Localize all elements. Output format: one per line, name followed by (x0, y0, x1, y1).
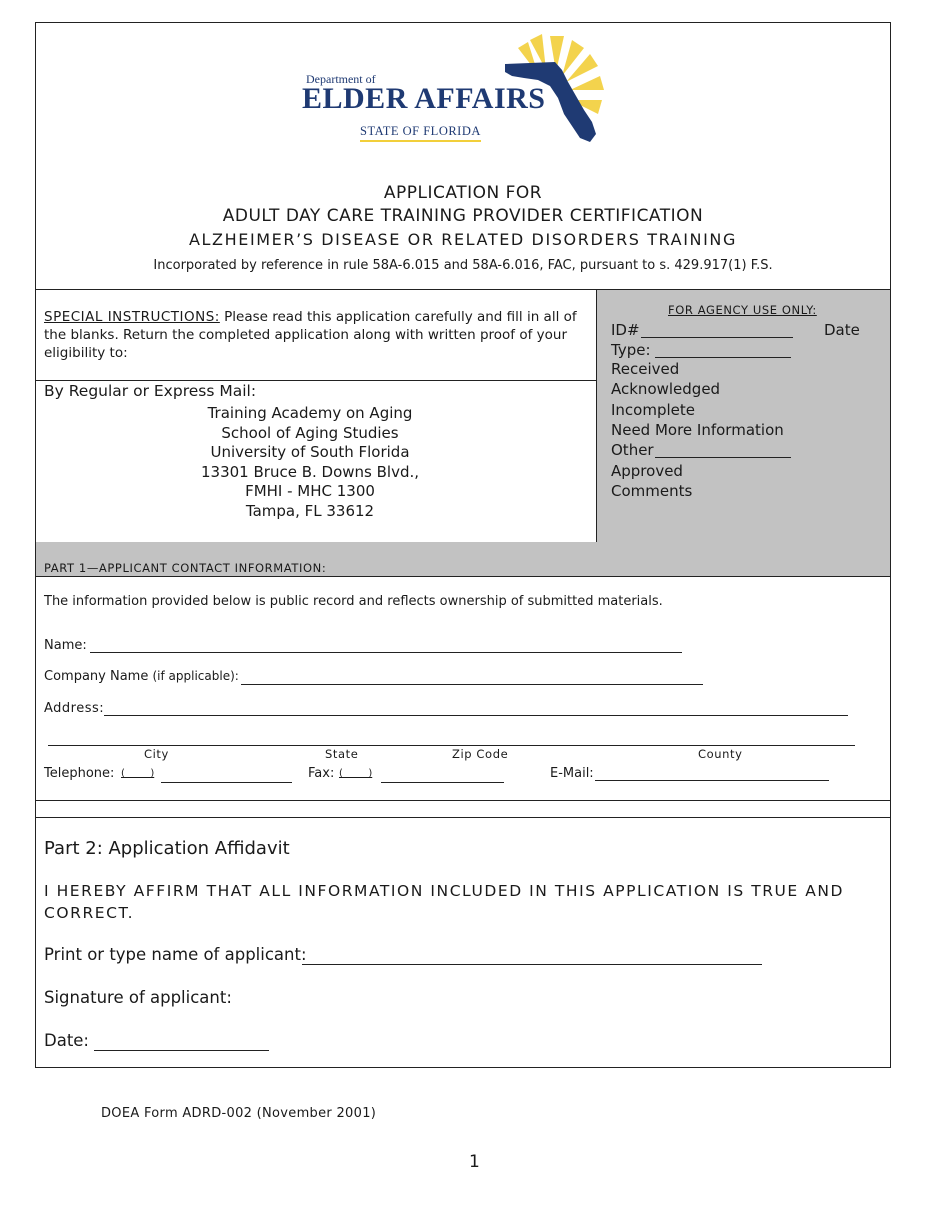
company-label-suffix: (if applicable): (152, 669, 239, 683)
company-label-text: Company Name (44, 669, 149, 684)
telephone-field[interactable] (161, 782, 292, 783)
form-id: DOEA Form ADRD-002 (November 2001) (101, 1106, 377, 1121)
logo (300, 30, 630, 145)
agency-item: Acknowledged (611, 380, 721, 399)
agency-type-field[interactable] (655, 357, 791, 358)
agency-other-field[interactable] (655, 457, 791, 458)
agency-status-list-2 (611, 461, 692, 502)
affirmation-text: I HEREBY AFFIRM THAT ALL INFORMATION INCLUDED IN THIS APPLICATION IS TRUE AND CORRECT. (44, 882, 845, 922)
logo-state: STATE OF FLORIDA (360, 124, 481, 142)
zip-label: Zip Code (452, 747, 509, 761)
page-number: 1 (469, 1152, 480, 1172)
address-line: School of Aging Studies (221, 423, 399, 442)
part1-bottom (36, 800, 891, 801)
state-label: State (325, 747, 359, 761)
name-label: Name: (44, 638, 87, 653)
agency-item: Received (611, 360, 680, 378)
agency-item: Need More Information (611, 420, 784, 439)
mail-heading: By Regular or Express Mail: (44, 382, 257, 400)
instructions-divider (36, 380, 596, 381)
address-line: FMHI - MHC 1300 (245, 482, 375, 501)
address-line: 13301 Bruce B. Downs Blvd., (201, 462, 419, 481)
column-divider (596, 289, 597, 542)
part2-title: Part 2: Application Affidavit (44, 838, 290, 859)
date-field[interactable] (94, 1050, 269, 1051)
address-line: University of South Florida (210, 443, 410, 462)
logo-name: ELDER AFFAIRS (302, 82, 546, 115)
print-name-field[interactable] (302, 964, 762, 965)
part1-title: PART 1—APPLICANT CONTACT INFORMATION: (44, 561, 327, 575)
email-field[interactable] (595, 780, 829, 781)
part1-note: The information provided below is public record and reflects ownership of submitted materials. (44, 594, 663, 609)
header-line2: ADULT DAY CARE TRAINING PROVIDER CERTIFICATION (222, 206, 704, 226)
agency-other-label: Other (611, 441, 654, 459)
address-field[interactable] (104, 715, 848, 716)
agency-type-label: Type: (611, 341, 651, 359)
email-label: E-Mail: (550, 766, 594, 781)
agency-id-label: ID# (611, 321, 640, 339)
mailing-address (160, 404, 460, 522)
header-divider (36, 289, 891, 290)
company-field[interactable] (241, 684, 703, 685)
print-name-label: Print or type name of applicant: (44, 945, 307, 964)
city-state-zip-field[interactable] (48, 745, 855, 746)
telephone-label: Telephone: (44, 766, 115, 781)
address-line: Tampa, FL 33612 (245, 501, 375, 520)
address-label: Address: (44, 701, 105, 716)
address-line: Training Academy on Aging (207, 404, 413, 422)
fax-area-code[interactable]: ( ) (339, 768, 373, 779)
agency-item: Incomplete (611, 400, 695, 419)
special-instructions (44, 308, 592, 362)
part2-top (36, 817, 891, 818)
agency-item: Approved (611, 462, 683, 480)
header-line3: ALZHEIMER’S DISEASE OR RELATED DISORDERS TRAINING (189, 230, 737, 249)
date-label: Date: (44, 1031, 89, 1050)
city-label: City (144, 747, 169, 761)
agency-item: Comments (611, 482, 693, 501)
fax-label: Fax: (308, 766, 335, 781)
county-label: County (698, 747, 743, 761)
agency-date-label: Date (824, 321, 860, 339)
logo-dept-of: Department of (306, 72, 376, 86)
header-reference: Incorporated by reference in rule 58A-6.015 and 58A-6.016, FAC, pursuant to s. 429.917(1) F.S. (153, 258, 773, 273)
name-field[interactable] (90, 652, 682, 653)
signature-label: Signature of applicant: (44, 988, 232, 1007)
special-instructions-label: SPECIAL INSTRUCTIONS: (44, 309, 220, 325)
special-instructions-text: Please read this application carefully and fill in all of the blanks. Return the completed application along with written proof of your eligibility to: (44, 309, 577, 361)
fax-field[interactable] (381, 782, 504, 783)
agency-title: FOR AGENCY USE ONLY: (668, 303, 817, 317)
part1-divider (36, 576, 891, 577)
company-label (44, 669, 239, 684)
header-line1: APPLICATION FOR (383, 183, 543, 203)
agency-status-list (611, 359, 784, 440)
agency-id-field[interactable] (641, 337, 793, 338)
telephone-area-code[interactable]: ( ) (121, 768, 155, 779)
